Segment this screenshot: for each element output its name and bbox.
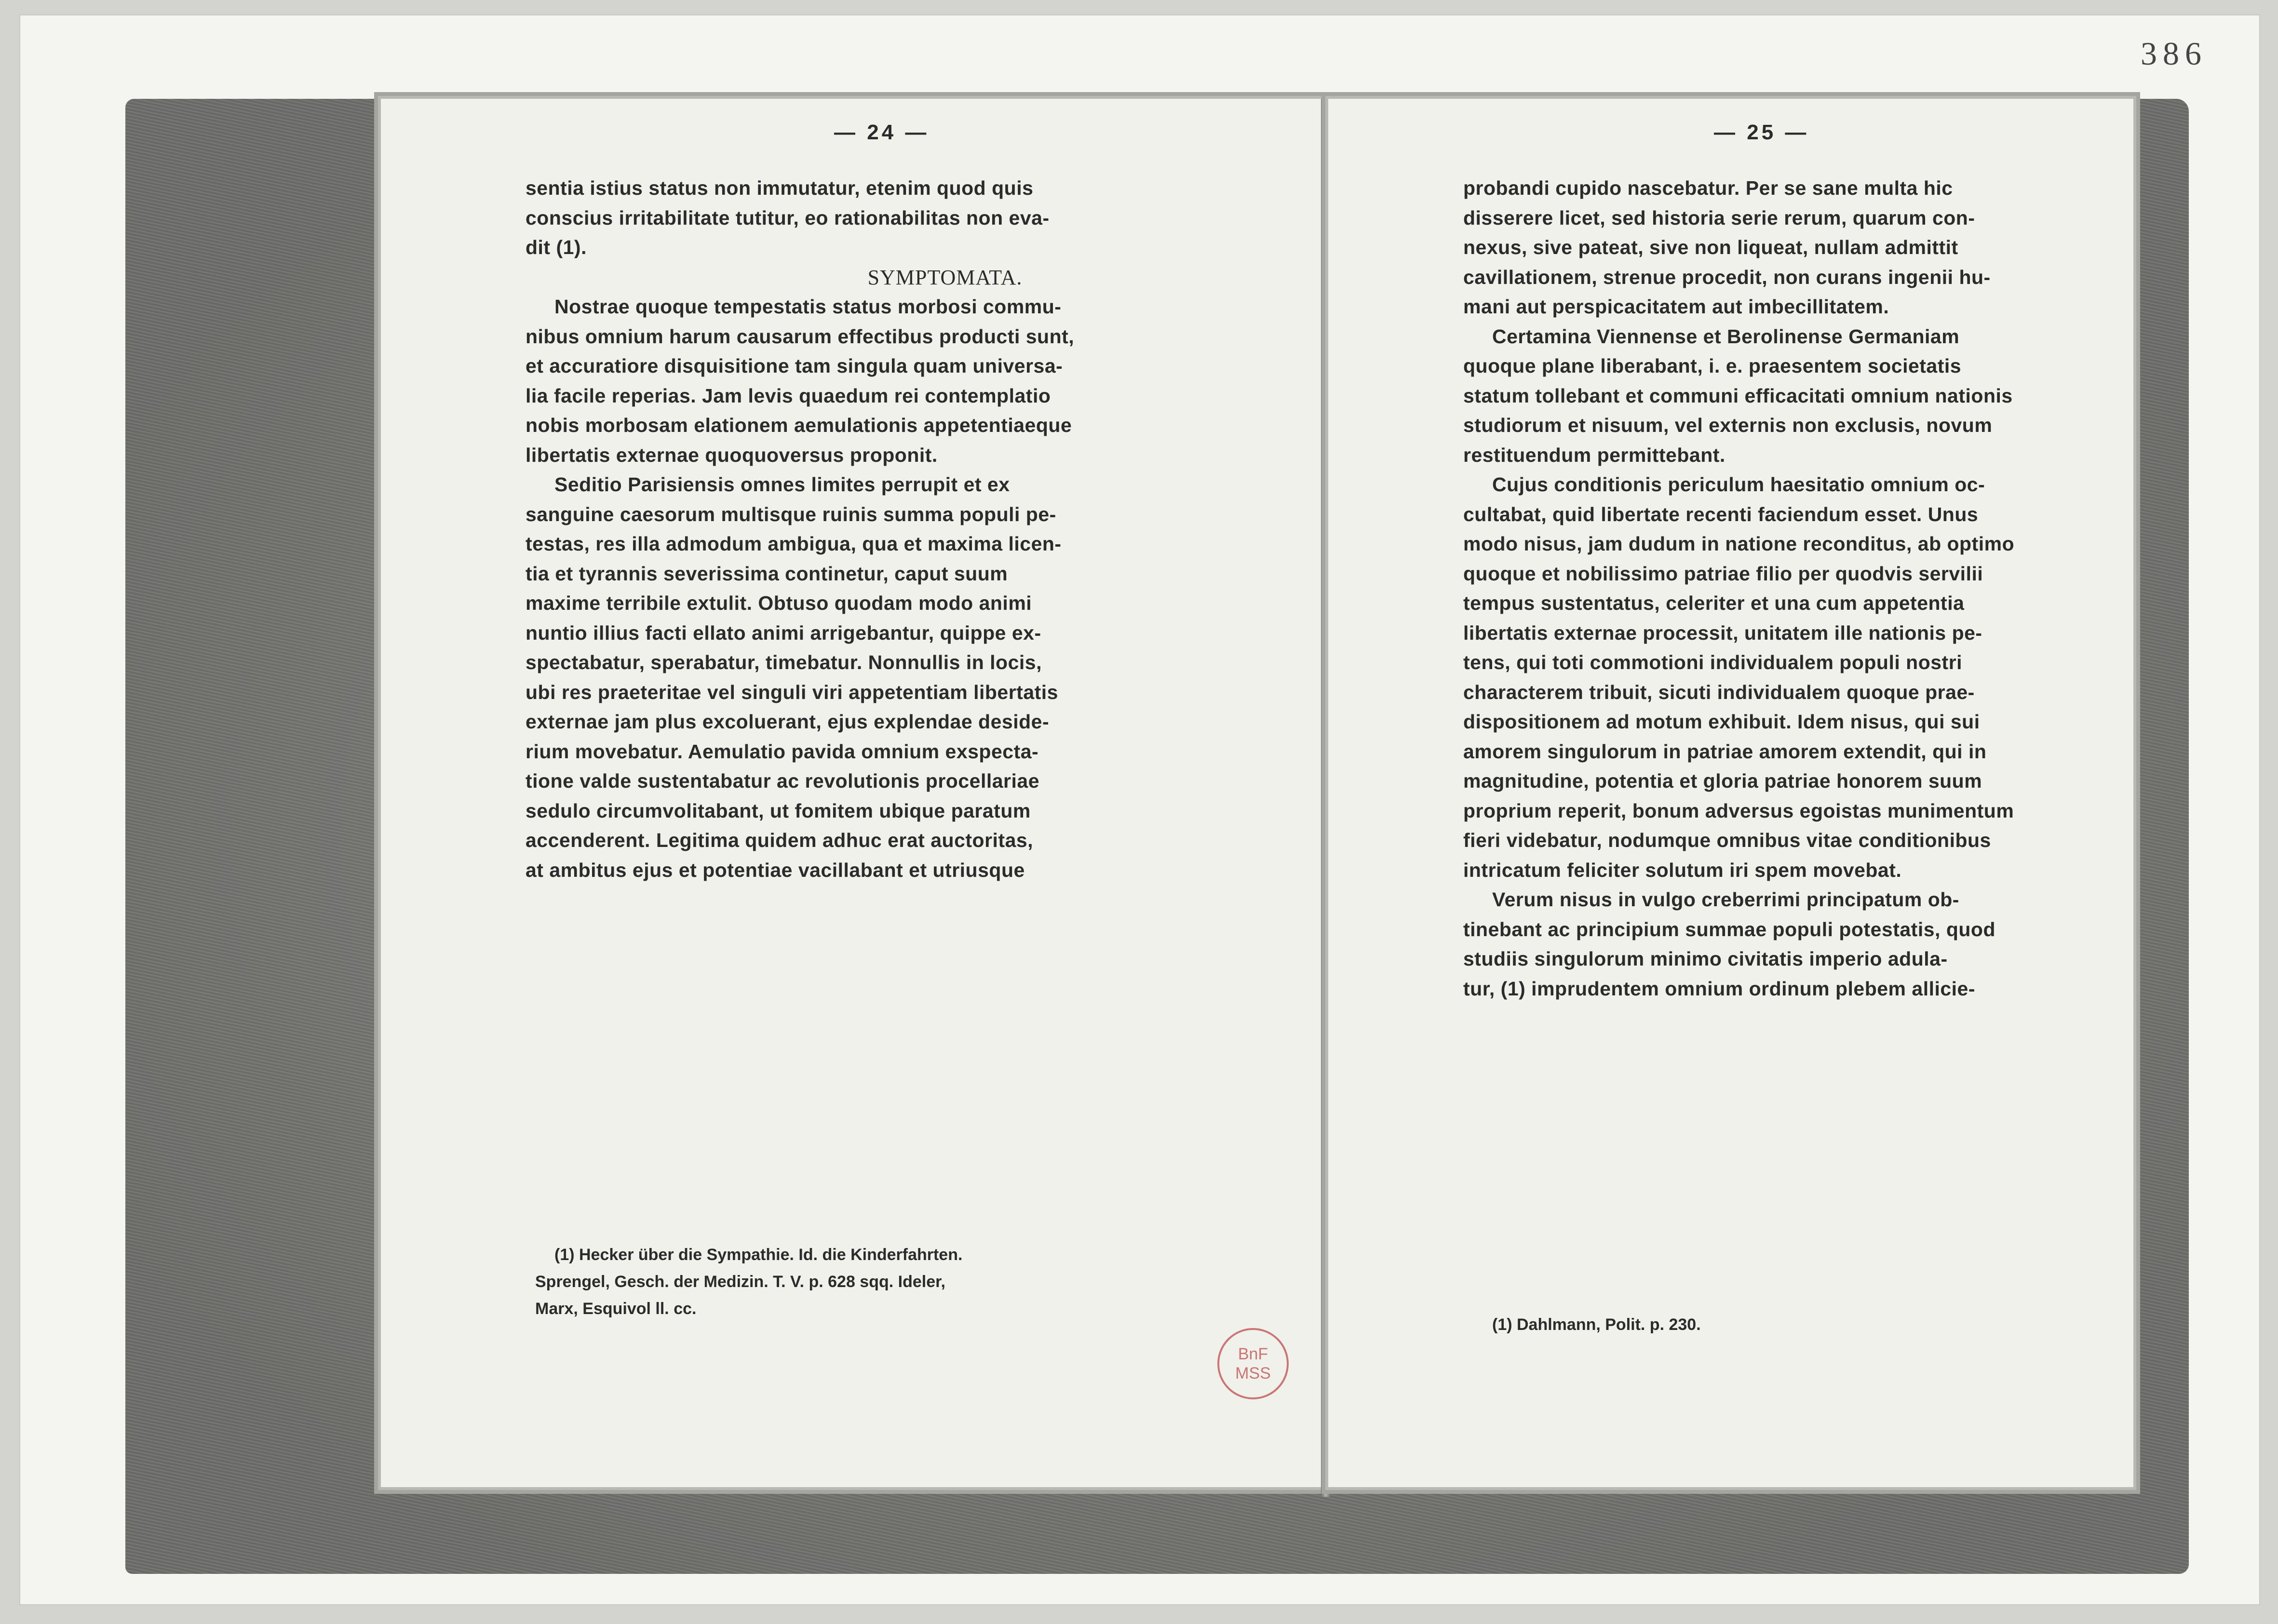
text-line: sedulo circumvolitabant, ut fomitem ubique paratum [526, 799, 1031, 822]
library-stamp [1217, 1328, 1289, 1399]
text-line: fieri videbatur, nodumque omnibus vitae conditionibus [1463, 829, 1991, 851]
right-page [1328, 99, 2133, 1487]
text-line: spectabatur, sperabatur, timebatur. Nonnullis in locis, [526, 651, 1042, 673]
text-line: cultabat, quid libertate recenti faciendum esset. Unus [1463, 503, 1979, 525]
left-footnotes [535, 1241, 1282, 1322]
text-line: nuntio illius facti ellato animi arrigebantur, quippe ex- [526, 621, 1041, 644]
text-line: Nostrae quoque tempestatis status morbosi commu- [554, 295, 1062, 318]
text-line: tempus sustentatus, celeriter et una cum appetentia [1463, 592, 1965, 614]
text-line: sentia istius status non immutatur, etenim quod quis [526, 177, 1034, 199]
text-line: rium movebatur. Aemulatio pavida omnium exspecta- [526, 740, 1039, 763]
text-line: tione valde sustentabatur ac revolutionis procellariae [526, 770, 1039, 792]
text-line: modo nisus, jam dudum in natione reconditus, ab optimo [1463, 533, 2015, 555]
text-line: maxime terribile extulit. Obtuso quodam modo animi [526, 592, 1032, 614]
text-line: at ambitus ejus et potentiae vacillabant et utriusque [526, 859, 1025, 881]
text-line: nibus omnium harum causarum effectibus producti sunt, [526, 325, 1075, 348]
section-heading: SYMPTOMATA. [867, 265, 1023, 289]
text-line: amorem singulorum in patriae amorem extendit, qui in [1463, 740, 1987, 763]
text-line: quoque plane liberabant, i. e. praesentem societatis [1463, 355, 1962, 377]
text-line: accenderent. Legitima quidem adhuc erat auctoritas, [526, 829, 1034, 851]
text-line: disserere licet, sed historia serie rerum, quarum con- [1463, 206, 1975, 229]
text-line: libertatis externae quoquoversus proponit. [526, 443, 938, 466]
text-line: magnitudine, potentia et gloria patriae honorem suum [1463, 770, 1982, 792]
text-line: tia et tyrannis severissima continetur, caput suum [526, 562, 1008, 585]
folio-number: 386 [2141, 35, 2207, 72]
text-line: dit (1). [526, 236, 587, 258]
stamp-line-1: BnF [1238, 1345, 1268, 1363]
text-line: et accuratiore disquisitione tam singula quam universa- [526, 355, 1063, 377]
text-line: tur, (1) imprudentem omnium ordinum plebem allicie- [1463, 977, 1976, 1000]
text-line: Cujus conditionis periculum haesitatio omnium oc- [1492, 473, 1985, 496]
text-line: sanguine caesorum multisque ruinis summa populi pe- [526, 503, 1056, 525]
left-text-before-heading [526, 174, 1287, 263]
text-line: libertatis externae processit, unitatem ille nationis pe- [1463, 621, 1982, 644]
stamp-line-2: MSS [1235, 1364, 1271, 1382]
photograph-sheet [19, 14, 2260, 1605]
left-page-text [526, 174, 1287, 885]
text-line: characterem tribuit, sicuti individualem quoque prae- [1463, 681, 1975, 703]
text-line: externae jam plus excoluerant, ejus explendae deside- [526, 711, 1050, 733]
text-line: studiis singulorum minimo civitatis imperio adula- [1463, 948, 1948, 970]
text-line: studiorum et nisuum, vel externis non exclusis, novum [1463, 414, 1993, 436]
left-page [381, 99, 1321, 1487]
text-line: Seditio Parisiensis omnes limites perrupit et ex [554, 473, 1010, 496]
text-line: testas, res illa admodum ambigua, qua et maxima licen- [526, 533, 1062, 555]
right-footnotes [1473, 1311, 2100, 1338]
text-line: cavillationem, strenue procedit, non curans ingenii hu- [1463, 266, 1991, 288]
text-line: Verum nisus in vulgo creberrimi principatum ob- [1492, 888, 1959, 911]
left-text-after-heading [526, 292, 1287, 885]
left-page-number: — 24 — [834, 121, 930, 144]
text-line: tens, qui toti commotioni individualem populi nostri [1463, 651, 1963, 673]
text-line: nobis morbosam elationem aemulationis appetentiaeque [526, 414, 1072, 436]
text-line: dispositionem ad motum exhibuit. Idem nisus, qui sui [1463, 711, 1980, 733]
right-page-text [1463, 174, 2104, 1004]
text-line: conscius irritabilitate tutitur, eo rationabilitas non eva- [526, 206, 1050, 229]
text-line: restituendum permittebant. [1463, 443, 1725, 466]
text-line: lia facile reperias. Jam levis quaedum rei contemplatio [526, 384, 1051, 407]
text-line: intricatum feliciter solutum iri spem movebat. [1463, 859, 1902, 881]
text-line: probandi cupido nascebatur. Per se sane multa hic [1463, 177, 1953, 199]
text-line: statum tollebant et communi efficacitati omnium nationis [1463, 384, 2013, 407]
text-line: nexus, sive pateat, sive non liqueat, nullam admittit [1463, 236, 1958, 258]
text-line: ubi res praeteritae vel singuli viri appetentiam libertatis [526, 681, 1058, 703]
footnote-line: (1) Hecker über die Sympathie. Id. die Kinderfahrten. [554, 1246, 963, 1264]
text-line: Certamina Viennense et Berolinense Germaniam [1492, 325, 1960, 348]
footnote-line: Sprengel, Gesch. der Medizin. T. V. p. 628 sqq. Ideler, [535, 1273, 945, 1291]
right-page-number: — 25 — [1714, 121, 1809, 144]
text-line: proprium reperit, bonum adversus egoistas munimentum [1463, 799, 2014, 822]
text-line: tinebant ac principium summae populi potestatis, quod [1463, 918, 1995, 940]
text-line: mani aut perspicacitatem aut imbecillitatem. [1463, 295, 1889, 318]
footnote-line: Marx, Esquivol ll. cc. [535, 1300, 697, 1318]
text-line: quoque et nobilissimo patriae filio per quodvis servilii [1463, 562, 1983, 585]
footnote-line: (1) Dahlmann, Polit. p. 230. [1492, 1315, 1701, 1334]
open-book [125, 99, 2189, 1574]
